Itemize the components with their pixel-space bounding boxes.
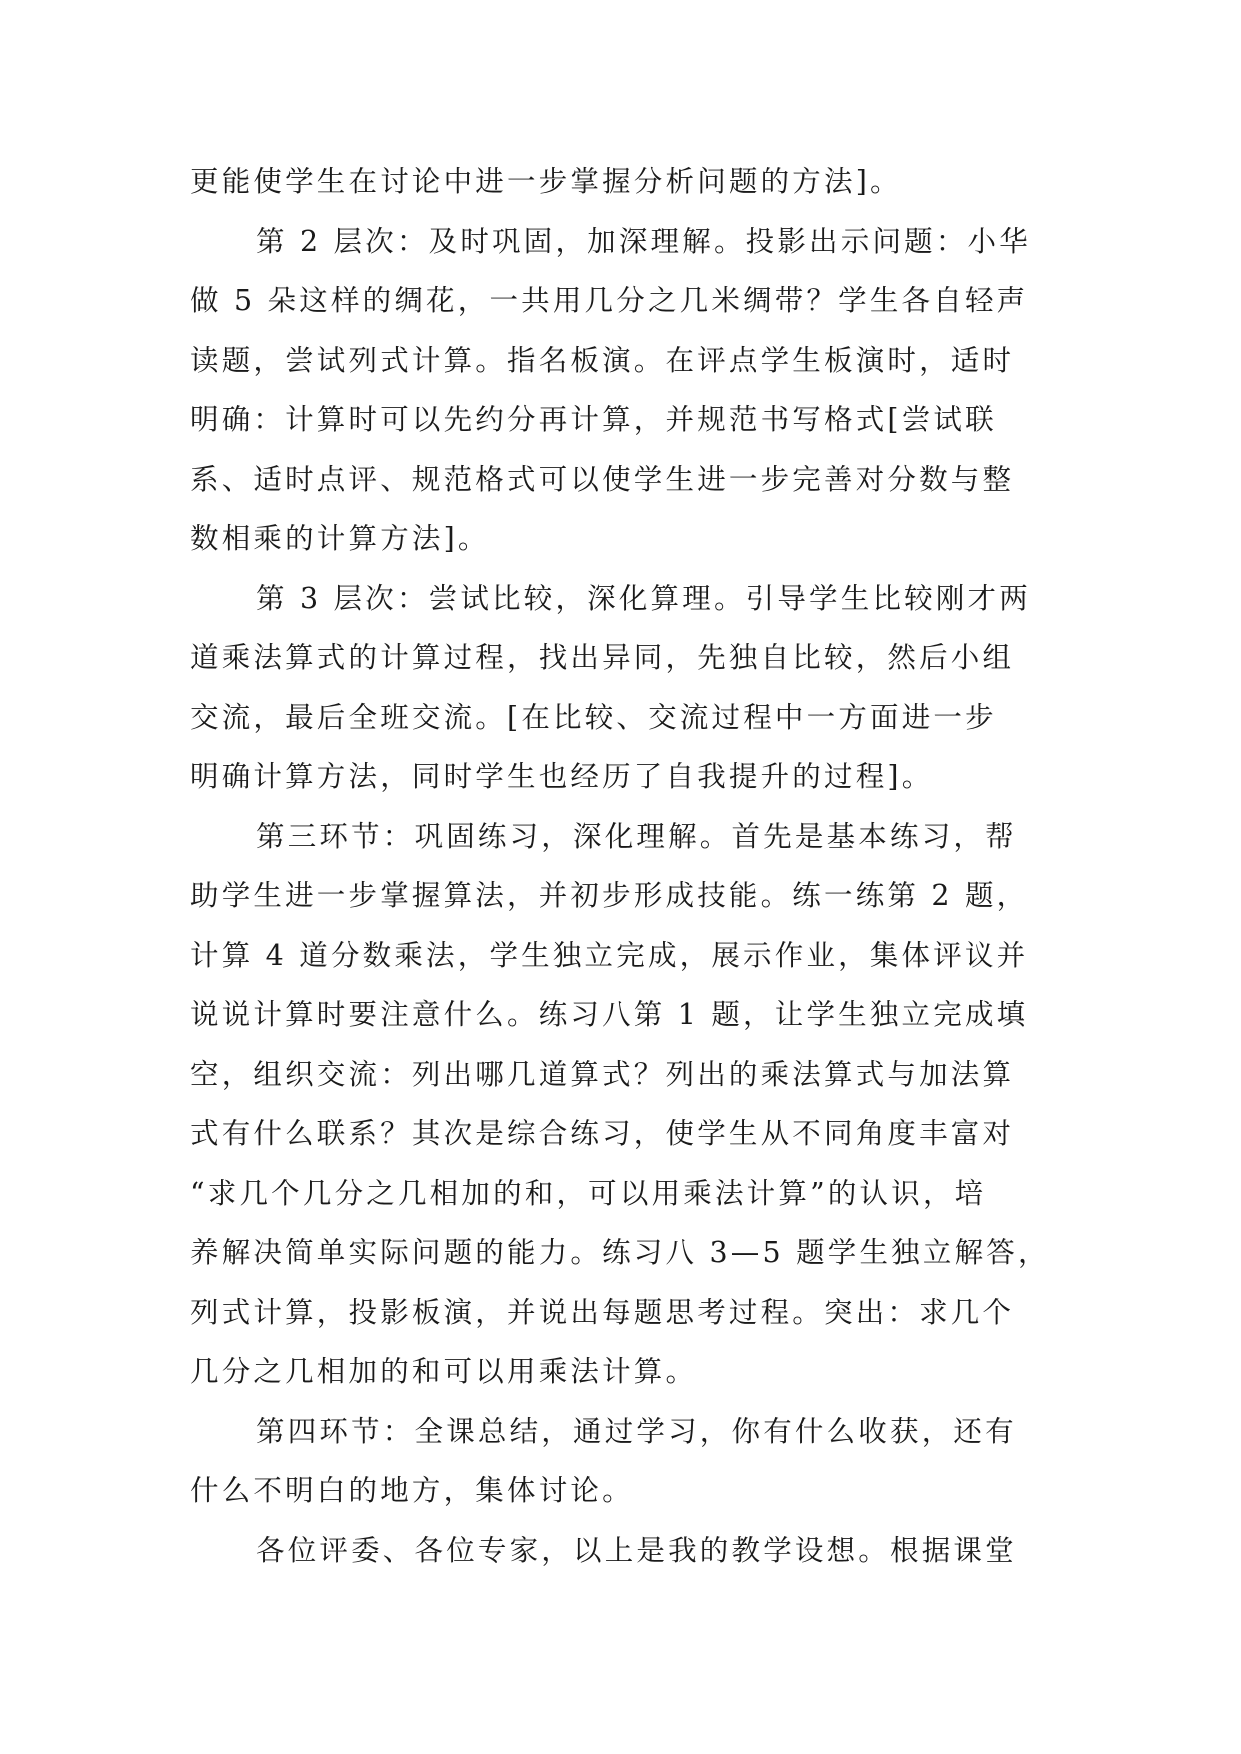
- paragraph-first-line: 第 3 层次：尝试比较，深化算理。引导学生比较刚才两: [256, 581, 1031, 615]
- text-line: 明确：计算时可以先约分再计算，并规范书写格式[尝试联: [190, 403, 997, 436]
- text-line: 道乘法算式的计算过程，找出异同，先独自比较，然后小组: [190, 641, 1015, 674]
- text-line: 交流，最后全班交流。[在比较、交流过程中一方面进一步: [190, 700, 997, 734]
- text-line: 式有什么联系？其次是综合练习，使学生从不同角度丰富对: [190, 1117, 1015, 1150]
- text-line: 空，组织交流：列出哪几道算式？列出的乘法算式与加法算: [190, 1057, 1015, 1091]
- paragraph-first-line: 第四环节：全课总结，通过学习，你有什么收获，还有: [256, 1414, 1017, 1448]
- text-line: 计算 4 道分数乘法，学生独立完成，展示作业，集体评议并: [190, 938, 1029, 972]
- text-line: 助学生进一步掌握算法，并初步形成技能。练一练第 2 题，: [190, 879, 1029, 912]
- text-line: 做 5 朵这样的绸花，一共用几分之几米绸带？学生各自轻声: [190, 284, 1029, 317]
- text-line: “求几个几分之几相加的和，可以用乘法计算”的认识，培: [190, 1176, 987, 1210]
- paragraph-first-line: 各位评委、各位专家，以上是我的教学设想。根据课堂: [256, 1533, 1017, 1567]
- text-line: 几分之几相加的和可以用乘法计算。: [190, 1355, 698, 1388]
- paragraph-first-line: 第 2 层次：及时巩固，加深理解。投影出示问题：小华: [256, 224, 1031, 258]
- text-line: 列式计算，投影板演，并说出每题思考过程。突出：求几个: [190, 1295, 1015, 1329]
- document-body: [190, 152, 1050, 1580]
- text-line: 读题，尝试列式计算。指名板演。在评点学生板演时，适时: [190, 343, 1015, 377]
- text-line: 更能使学生在讨论中进一步掌握分析问题的方法]。: [190, 165, 902, 198]
- text-line: 养解决简单实际问题的能力。练习八 3—5 题学生独立解答，: [190, 1236, 1050, 1269]
- text-line: 明确计算方法，同时学生也经历了自我提升的过程]。: [190, 760, 934, 793]
- text-line: 数相乘的计算方法]。: [190, 522, 490, 555]
- text-line: 系、适时点评、规范格式可以使学生进一步完善对分数与整: [190, 462, 1015, 496]
- text-line: 说说计算时要注意什么。练习八第 1 题，让学生独立完成填: [190, 998, 1029, 1031]
- text-line: 什么不明白的地方，集体讨论。: [190, 1474, 634, 1507]
- paragraph-first-line: 第三环节：巩固练习，深化理解。首先是基本练习，帮: [256, 819, 1017, 853]
